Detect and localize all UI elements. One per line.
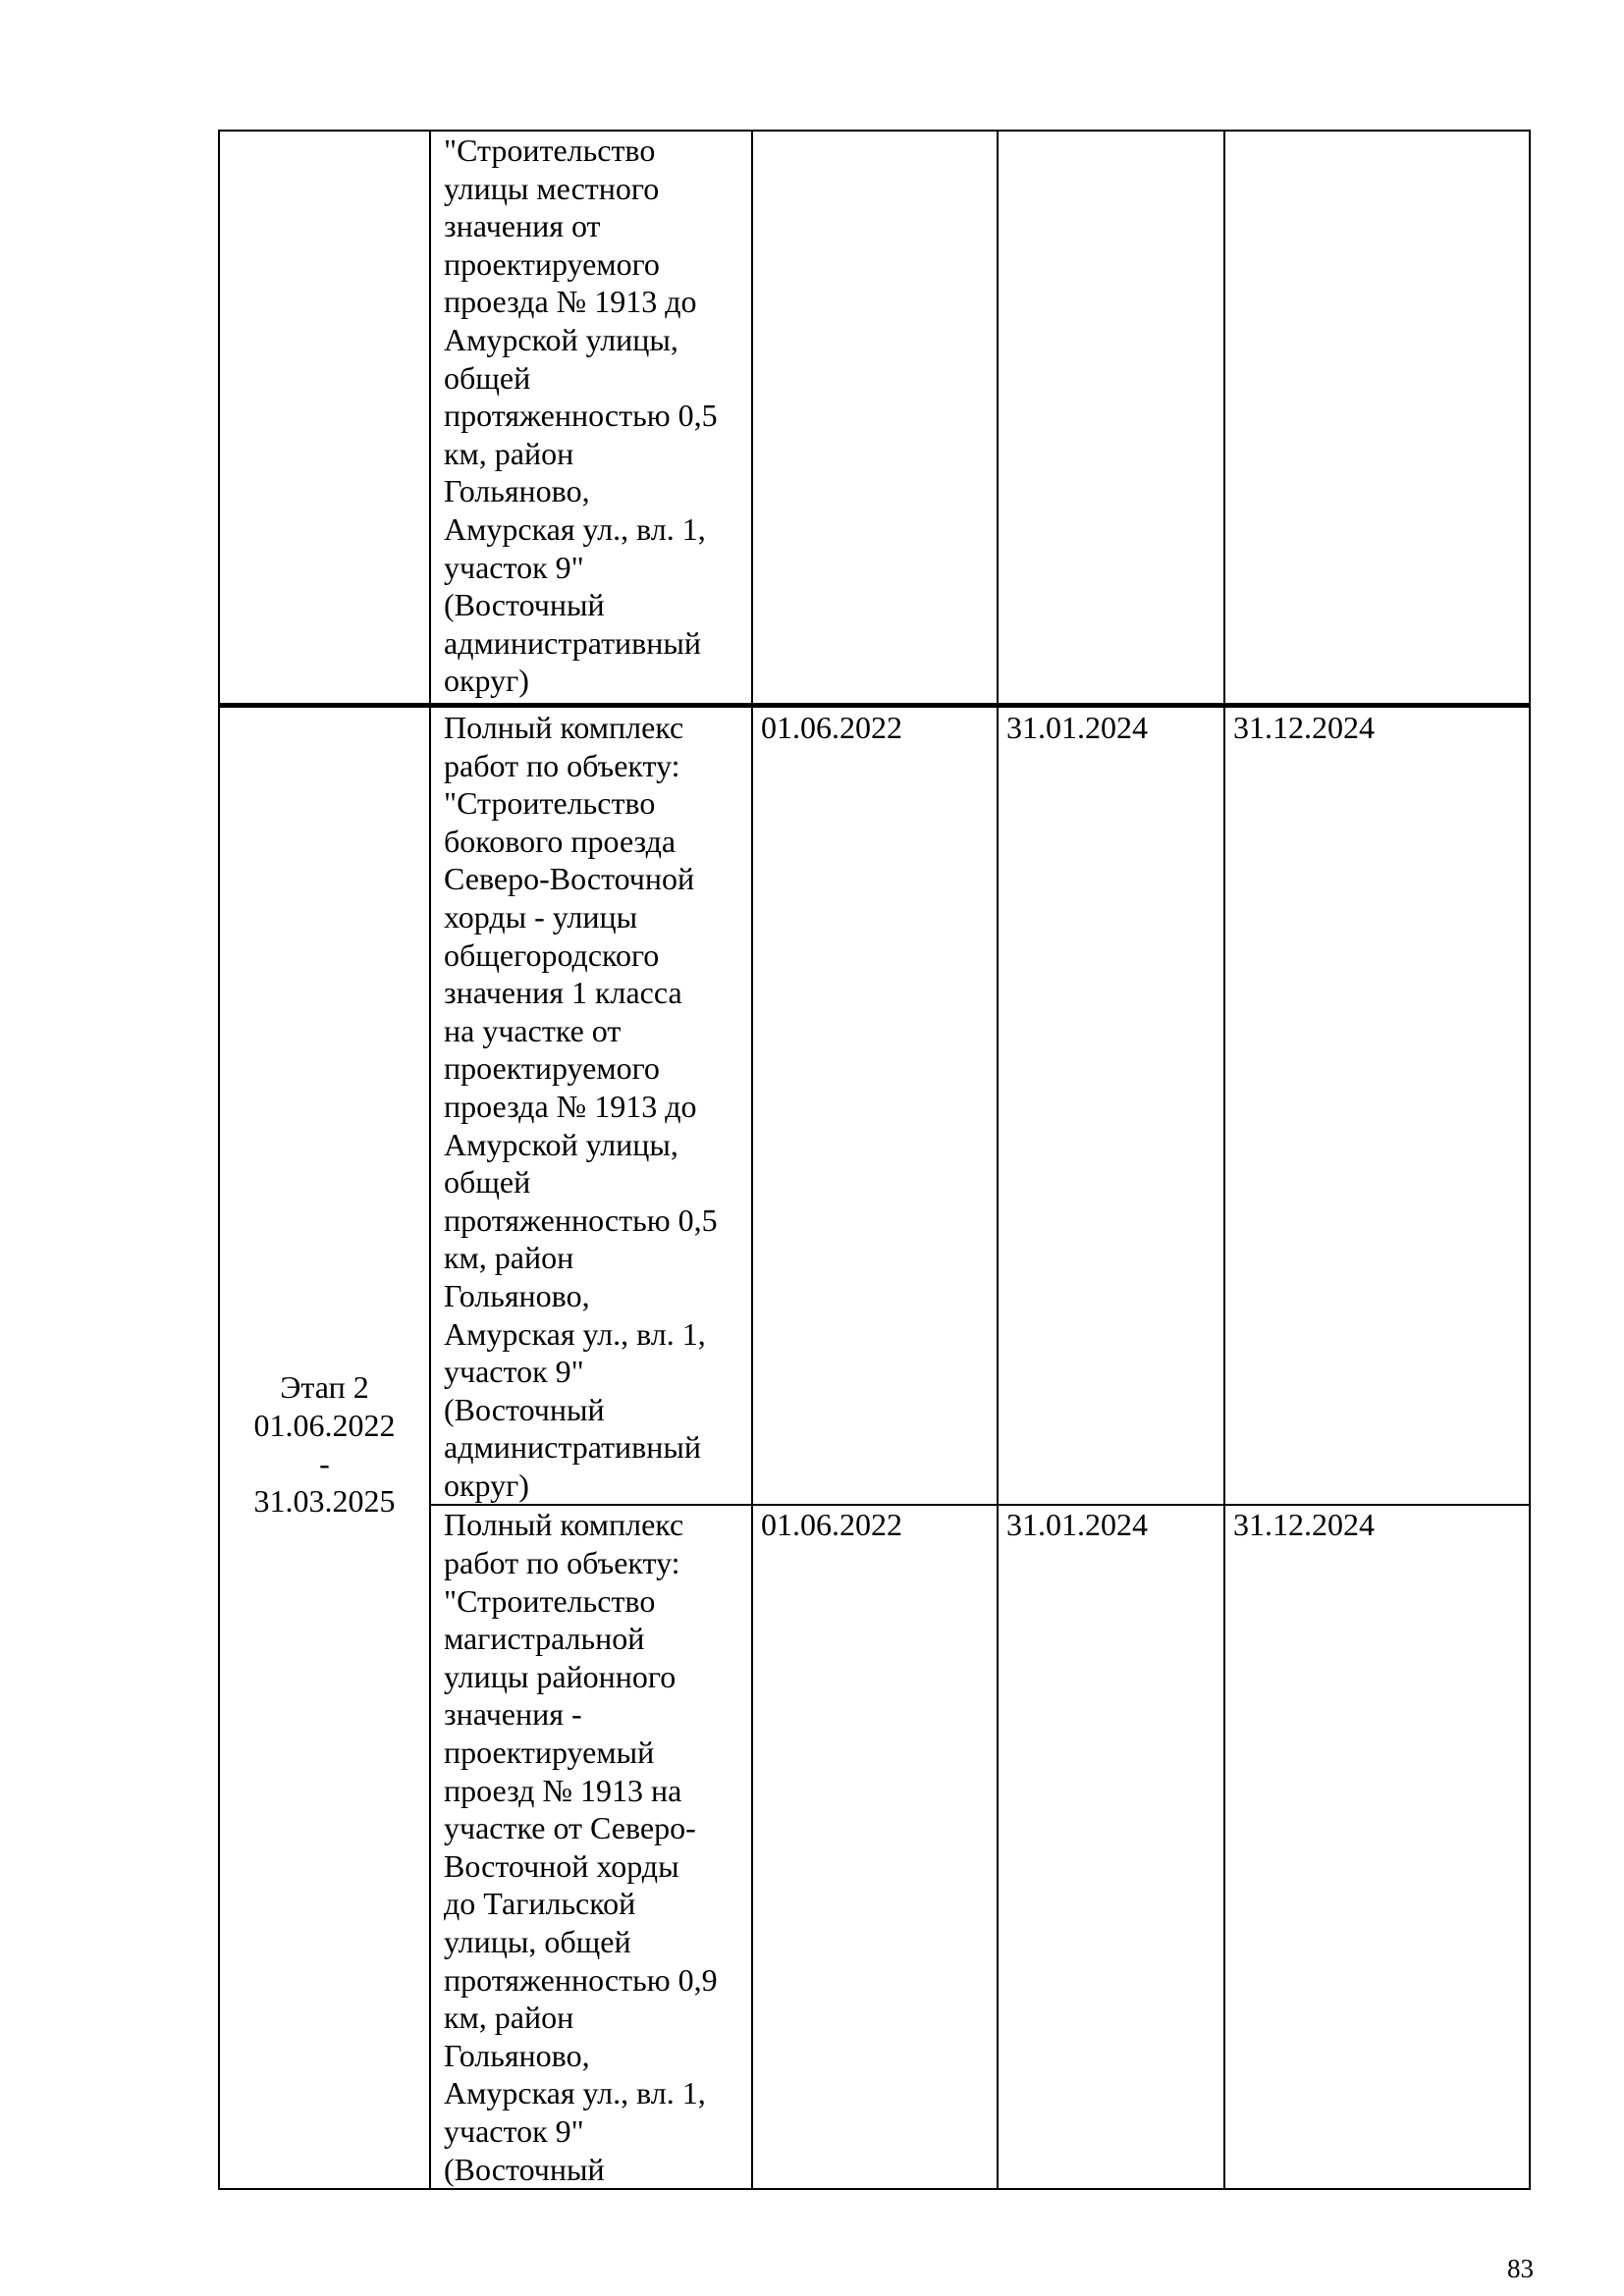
date-mid-cell	[998, 706, 1224, 1506]
stage-dash: -	[319, 1445, 330, 1481]
stage-end-date: 31.03.2025	[253, 1483, 396, 1520]
schedule-table	[218, 130, 1531, 2190]
stage-label	[228, 1368, 421, 1520]
date-mid-cell	[998, 131, 1224, 706]
stage-cell	[219, 706, 430, 2190]
description-cell	[430, 1505, 752, 2189]
date-mid-cell	[998, 1505, 1224, 2189]
date-end-cell	[1224, 131, 1530, 706]
description-cell	[430, 131, 752, 706]
stage-cell-empty	[219, 131, 430, 706]
date-end-cell	[1224, 706, 1530, 1506]
date-start-cell	[752, 706, 998, 1506]
stage-title: Этап 2	[280, 1369, 369, 1406]
date-start-cell	[752, 131, 998, 706]
description-text: "Строительство улицы местного значения от проектируемого проезда № 1913 до Амурской улицы, общей протяженностью 0,5 км, район Гольяново, Амурская ул., вл. 1, участок 9" (Восточный административный округ)	[444, 133, 718, 699]
description-text: Полный комплекс работ по объекту: "Строительство бокового проезда Северо-Восточной хорды - улицы общегородского значения 1 класса на участке от проектируемого проезда № 1913 до Амурской улицы, общей протяженностью 0,5 км, район Гольяново, Амурская ул., вл. 1, участок 9" (Восточный административный округ)	[444, 710, 718, 1503]
description-text: Полный комплекс работ по объекту: "Строительство магистральной улицы районного значения - проектируемый проезд № 1913 на участке от Северо- Восточной хорды до Тагильской улицы, общей протяженностью 0,9 км, район Гольяново, Амурская ул., вл. 1, участок 9" (Восточный	[444, 1507, 718, 2187]
date-start: 01.06.2022	[761, 710, 902, 745]
stage-start-date: 01.06.2022	[253, 1407, 396, 1443]
page-number: 83	[1507, 2254, 1534, 2283]
date-end: 31.12.2024	[1233, 710, 1375, 745]
description-cell	[430, 706, 752, 1506]
date-start-cell	[752, 1505, 998, 2189]
date-start: 01.06.2022	[761, 1507, 902, 1543]
table-row	[219, 706, 1530, 1506]
date-mid: 31.01.2024	[1006, 1507, 1148, 1543]
date-end-cell	[1224, 1505, 1530, 2189]
date-end: 31.12.2024	[1233, 1507, 1375, 1543]
date-mid: 31.01.2024	[1006, 710, 1148, 745]
table-row-continuation	[219, 131, 1530, 706]
